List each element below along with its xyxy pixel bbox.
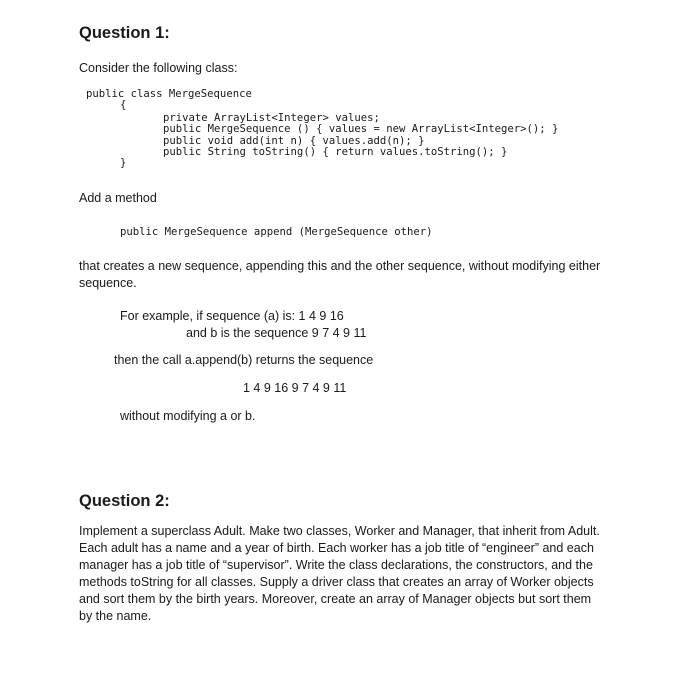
closing-text: without modifying a or b.	[120, 409, 256, 423]
question-2-title: Question 2:	[79, 492, 170, 510]
code-line-add: public void add(int n) { values.add(n); }	[163, 135, 425, 147]
example-line-2: and b is the sequence 9 7 4 9 11	[186, 326, 367, 340]
description-line-1: that creates a new sequence, appending this and the other sequence, without modifying either	[79, 259, 601, 273]
question-1-title: Question 1:	[79, 24, 170, 42]
code-open-brace: {	[120, 99, 127, 111]
question-2-line: Implement a superclass Adult. Make two classes, Worker and Manager, that inherit from Adult.	[79, 524, 600, 538]
code-line-field: private ArrayList<Integer> values;	[163, 112, 380, 124]
question-2-line: Each adult has a name and a year of birth. Each worker has a job title of “engineer” and each	[79, 541, 594, 555]
call-line: then the call a.append(b) returns the sequence	[114, 353, 374, 367]
question-1-intro: Consider the following class:	[79, 61, 238, 75]
code-close-brace: }	[120, 157, 127, 169]
description-line-2: sequence.	[79, 276, 137, 290]
result-sequence: 1 4 9 16 9 7 4 9 11	[243, 381, 347, 395]
code-class-declaration: public class MergeSequence	[86, 88, 252, 100]
example-line-1: For example, if sequence (a) is: 1 4 9 16	[120, 309, 344, 323]
question-2-line: methods toString for all classes. Supply a driver class that creates an array of Worker objects	[79, 575, 594, 589]
code-line-tostring: public String toString() { return values.toString(); }	[163, 146, 508, 158]
question-2-line: and sort them by the birth years. Moreover, create an array of Manager objects but sort them	[79, 592, 592, 606]
question-2-line: manager has a job title of “supervisor”. Write the class declarations, the constructors, and the	[79, 558, 593, 572]
method-signature: public MergeSequence append (MergeSequence other)	[120, 226, 433, 238]
question-2-line: by the name.	[79, 609, 152, 623]
add-method-text: Add a method	[79, 191, 157, 205]
code-line-constructor: public MergeSequence () { values = new ArrayList<Integer>(); }	[163, 123, 559, 135]
